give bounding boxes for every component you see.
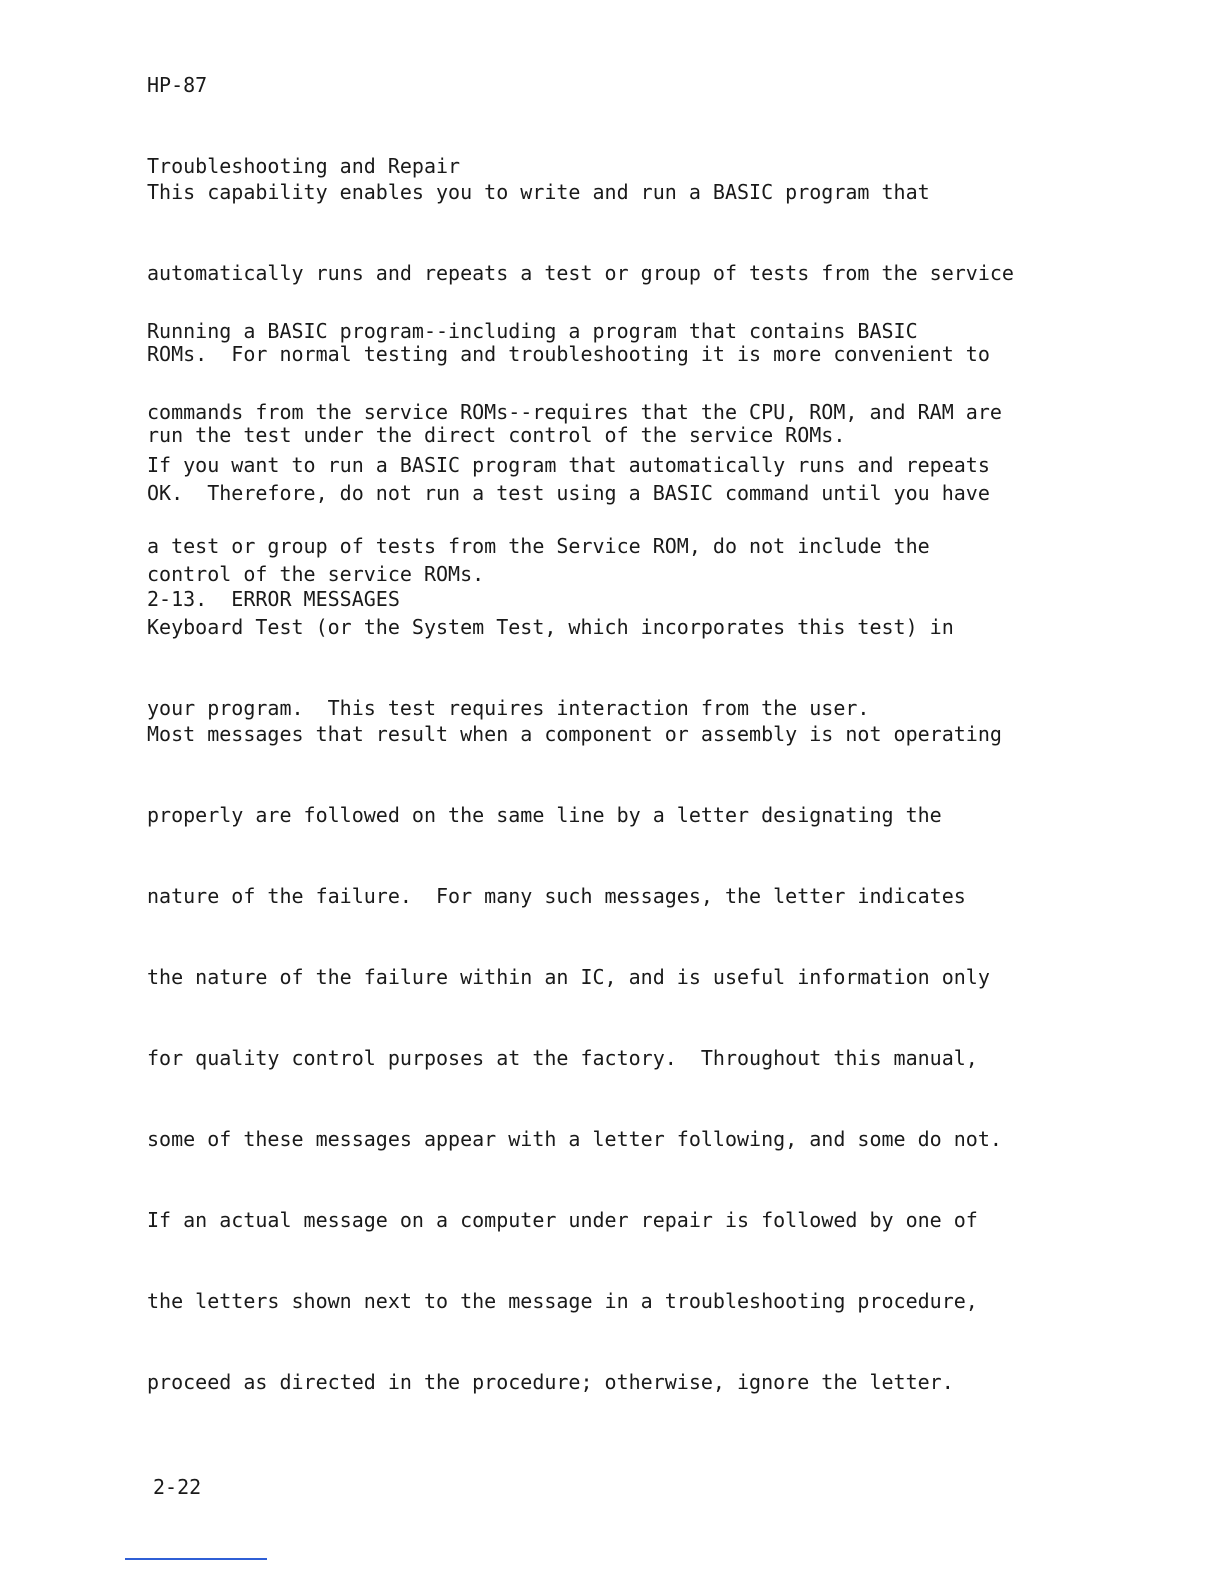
text-line: your program. This test requires interaction from the user. <box>147 696 870 720</box>
text-line: automatically runs and repeats a test or group of tests from the service <box>147 261 1014 285</box>
text-line: Most messages that result when a component or assembly is not operating <box>147 722 1002 746</box>
text-line: If you want to run a BASIC program that automatically runs and repeats <box>147 453 990 477</box>
text-line: control of the service ROMs. <box>147 562 485 586</box>
paragraph-error-messages <box>147 667 1002 1423</box>
page-number: 2-22 <box>153 1475 202 1499</box>
text-line: the letters shown next to the message in a troubleshooting procedure, <box>147 1289 978 1313</box>
text-line: commands from the service ROMs--requires that the CPU, ROM, and RAM are <box>147 400 1002 424</box>
text-line: some of these messages appear with a letter following, and some do not. <box>147 1127 1002 1151</box>
text-line: nature of the failure. For many such messages, the letter indicates <box>147 884 966 908</box>
text-line: for quality control purposes at the factory. Throughout this manual, <box>147 1046 978 1070</box>
text-line: If an actual message on a computer under repair is followed by one of <box>147 1208 978 1232</box>
text-line: This capability enables you to write and run a BASIC program that <box>147 180 930 204</box>
bottom-divider <box>125 1558 267 1560</box>
text-line: Keyboard Test (or the System Test, which incorporates this test) in <box>147 615 954 639</box>
text-line: proceed as directed in the procedure; otherwise, ignore the letter. <box>147 1370 954 1394</box>
text-line: Running a BASIC program--including a program that contains BASIC <box>147 319 918 343</box>
section-heading-error-messages: 2-13. ERROR MESSAGES <box>147 587 400 611</box>
text-line: the nature of the failure within an IC, and is useful information only <box>147 965 990 989</box>
text-line: run the test under the direct control of the service ROMs. <box>147 423 846 447</box>
header-section: Troubleshooting and Repair <box>147 154 461 178</box>
text-line: OK. Therefore, do not run a test using a BASIC command until you have <box>147 481 990 505</box>
header-product: HP-87 <box>147 73 208 97</box>
text-line: properly are followed on the same line by a letter designating the <box>147 803 942 827</box>
text-line: a test or group of tests from the Service ROM, do not include the <box>147 534 930 558</box>
text-line: ROMs. For normal testing and troubleshooting it is more convenient to <box>147 342 990 366</box>
